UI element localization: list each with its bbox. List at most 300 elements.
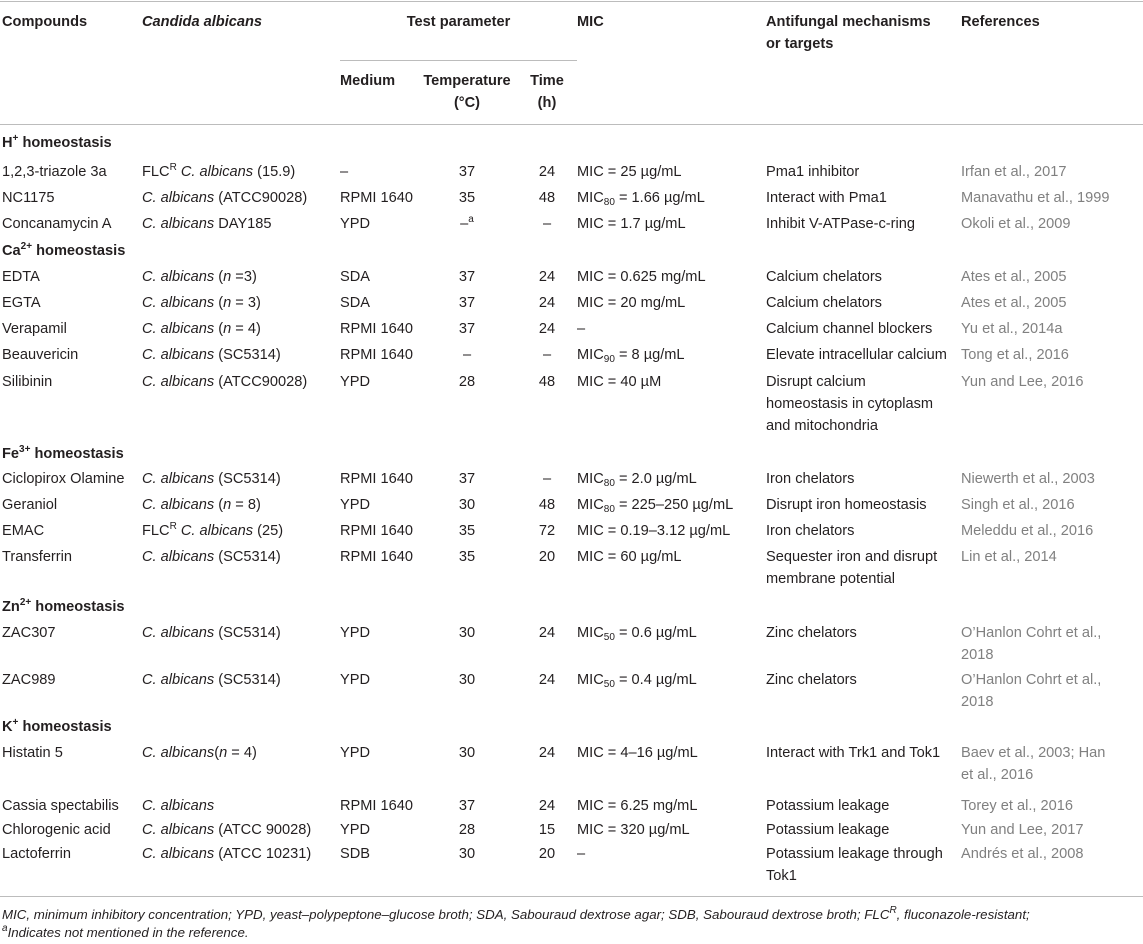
footnote-mark: a [2,923,8,934]
cell-mechanism [766,344,947,366]
reference-text: Lin et al., 2014 [961,549,1057,565]
cell-temperature [427,622,507,644]
strain-species: C. albicans [142,269,215,285]
cell-strain [142,520,283,542]
footnote-superscript: R [889,905,897,916]
cell-reference [961,622,1101,666]
mechanism-text: Disrupt calcium [766,374,866,390]
mic-value: MIC = 6.25 mg/mL [577,798,698,814]
cell-strain [142,371,307,393]
mic-value: MIC [577,672,604,688]
mechanism-text: and mitochondria [766,418,878,434]
strain-detail: (SC5314) [214,471,281,487]
cell-time [522,187,572,209]
cell-mic [577,344,685,366]
footnote-text: MIC, minimum inhibitory concentration; YPD, yeast–polypeptone–glucose broth; SDA, Sabouraud dextrose agar; SDB, Sabouraud dextrose broth; FLC [2,907,890,922]
strain-species: C. albicans [176,164,254,180]
reference-text: Manavathu et al., 1999 [961,190,1110,206]
strain-detail: = 3) [231,295,261,311]
mic-value: MIC = 1.7 µg/mL [577,216,686,232]
cell-mechanism [766,742,940,764]
strain-species: C. albicans [142,321,215,337]
temperature-value: 37 [458,164,476,180]
cell-strain [142,795,214,817]
cell-mic [577,187,705,209]
mic-value: MIC = 0.625 mg/mL [577,269,706,285]
cell-medium [340,213,370,235]
table-row [0,344,1143,368]
mechanism-text: Inhibit V-ATPase-c-ring [766,216,915,232]
time-value: 24 [538,269,556,285]
mic-subscript: 80 [603,478,615,489]
cell-time [522,161,572,183]
cell-temperature [427,213,507,235]
table-row [0,266,1143,290]
mechanism-text: Calcium chelators [766,295,882,311]
cell-temperature [427,266,507,288]
strain-detail: ( [214,321,224,337]
strain-detail-n: n [223,497,232,513]
strain-detail: = 4) [227,745,257,761]
temperature-value: 28 [458,374,476,390]
strain-detail: = 8) [231,497,261,513]
compound-name: Lactoferrin [2,846,71,862]
cell-compound [2,843,71,865]
section-heading-zn [0,596,1143,620]
cell-reference [961,819,1084,841]
section-ion-charge: 2+ [20,241,33,252]
mic-subscript: 50 [603,679,615,690]
medium-value: RPMI 1640 [340,190,414,206]
section-heading-fe [0,443,1143,467]
strain-species: C. albicans [142,672,215,688]
medium-value: – [340,164,349,180]
mechanism-text: Tok1 [766,868,797,884]
mechanism-text: Potassium leakage [766,822,890,838]
cell-compound [2,468,124,490]
table-row [0,843,1143,884]
mic-value: MIC = 25 µg/mL [577,164,682,180]
section-label: homeostasis [18,135,112,151]
section-ion-charge: + [12,717,19,728]
strain-detail-n: n [223,321,232,337]
mechanism-text: Disrupt iron homeostasis [766,497,927,513]
header-compounds-text: Compounds [2,14,88,30]
cell-mechanism [766,161,859,183]
table-row [0,669,1143,710]
header-references [961,11,1040,33]
compound-name: Ciclopirox Olamine [2,471,125,487]
cell-medium [340,819,370,841]
medium-value: YPD [340,374,371,390]
mic-value: MIC [577,625,604,641]
temperature-value: – [462,347,472,363]
cell-reference [961,371,1084,393]
cell-reference [961,292,1066,314]
cell-mic [577,213,686,235]
mechanism-text: Iron chelators [766,471,855,487]
reference-text: et al., 2016 [961,767,1034,783]
cell-medium [340,344,413,366]
table-rule [0,896,1143,897]
cell-strain [142,843,311,865]
temperature-value: 30 [458,672,476,688]
mic-value: MIC [577,347,604,363]
mic-value-rest: = 1.66 µg/mL [614,190,705,206]
temperature-value: 30 [458,745,476,761]
mic-value: MIC [577,190,604,206]
strain-species: C. albicans [142,190,215,206]
table-row [0,622,1143,663]
cell-medium [340,468,413,490]
cell-strain [142,468,281,490]
header-medium-text: Medium [340,73,396,89]
cell-mic [577,819,690,841]
cell-medium [340,546,413,568]
cell-time [522,292,572,314]
strain-detail: (15.9) [253,164,296,180]
header-time [524,70,570,114]
table-row [0,468,1143,492]
compound-name: Verapamil [2,321,67,337]
header-time-text: Time [530,73,564,89]
temperature-value: 35 [458,190,476,206]
mic-value: MIC [577,497,604,513]
cell-reference [961,494,1075,516]
section-ion: Fe [2,446,20,462]
compound-name: EDTA [2,269,40,285]
reference-text: Baev et al., 2003; Han [961,745,1106,761]
strain-species: C. albicans [142,625,215,641]
medium-value: RPMI 1640 [340,549,414,565]
section-label: homeostasis [18,719,112,735]
cell-medium [340,161,348,183]
cell-medium [340,371,370,393]
medium-value: YPD [340,216,371,232]
cell-mic [577,843,585,865]
header-mechanism-text: Antifungal mechanisms [766,14,931,30]
section-heading-zn-cell [2,596,125,618]
strain-detail: (ATCC 90028) [214,822,312,838]
cell-compound [2,742,63,764]
section-ion: H [2,135,13,151]
header-test-parameter [340,11,577,33]
cell-medium [340,669,370,691]
medium-value: RPMI 1640 [340,347,414,363]
reference-text: Okoli et al., 2009 [961,216,1071,232]
mechanism-text: Iron chelators [766,523,855,539]
header-medium [340,70,395,92]
cell-compound [2,371,52,393]
section-heading-fe-cell [2,443,124,465]
cell-compound [2,494,57,516]
footnote-text: , fluconazole-resistant; [896,907,1030,922]
cell-strain [142,819,311,841]
mechanism-text: Calcium chelators [766,269,882,285]
table-row [0,318,1143,342]
cell-time [522,213,572,235]
cell-temperature [427,795,507,817]
cell-temperature [427,819,507,841]
cell-compound [2,213,112,235]
section-ion-charge: 2+ [19,597,32,608]
cell-temperature [427,546,507,568]
cell-compound [2,622,56,644]
cell-strain [142,161,295,183]
cell-mechanism [766,213,915,235]
temperature-value: 30 [458,625,476,641]
mic-value: MIC = 0.19–3.12 µg/mL [577,523,731,539]
cell-time [522,494,572,516]
header-mic [577,11,604,33]
medium-value: YPD [340,745,371,761]
mic-subscript: 80 [603,197,615,208]
strain-species: C. albicans [142,347,215,363]
time-value: 20 [538,846,556,862]
header-compounds [2,11,87,33]
cell-mechanism [766,266,882,288]
compound-name: NC1175 [2,190,55,206]
strain-species: C. albicans [142,846,215,862]
cell-time [522,266,572,288]
cell-mic [577,371,661,393]
mechanism-text: homeostasis in cytoplasm [766,396,934,412]
cell-strain [142,187,307,209]
cell-mechanism [766,187,887,209]
compound-name: Chlorogenic acid [2,822,111,838]
cell-mic [577,494,733,516]
cell-mic [577,161,682,183]
strain-detail: (25) [253,523,284,539]
time-value: 24 [538,672,556,688]
strain-species: C. albicans [142,822,215,838]
strain-detail-n: n [219,745,228,761]
mechanism-text: Sequester iron and disrupt [766,549,938,565]
cell-mic [577,266,706,288]
cell-temperature [427,344,507,366]
reference-text: O’Hanlon Cohrt et al., [961,625,1102,641]
cell-mic [577,468,697,490]
mic-value-rest: = 0.4 µg/mL [614,672,697,688]
mic-value: MIC = 40 µM [577,374,662,390]
cell-compound [2,546,72,568]
compound-name: ZAC989 [2,672,56,688]
cell-strain [142,669,281,691]
cell-reference [961,344,1069,366]
mic-value-rest: = 0.6 µg/mL [614,625,697,641]
table-row [0,161,1143,185]
strain-detail: (ATCC90028) [214,190,308,206]
cell-reference [961,318,1062,340]
time-value: 48 [538,374,556,390]
mic-value: MIC = 320 µg/mL [577,822,690,838]
cell-strain [142,318,261,340]
medium-value: RPMI 1640 [340,523,414,539]
compound-name: Histatin 5 [2,745,63,761]
compound-name: EMAC [2,523,45,539]
cell-mechanism [766,520,854,542]
section-ion: Ca [2,243,21,259]
table-row [0,795,1143,819]
time-value: 24 [538,164,556,180]
strain-prefix: FLC [142,164,170,180]
strain-detail: (SC5314) [214,347,281,363]
cell-mechanism [766,795,889,817]
reference-text: 2018 [961,694,994,710]
temperature-value: 37 [458,295,476,311]
cell-reference [961,520,1093,542]
cell-mechanism [766,292,882,314]
cell-time [522,622,572,644]
time-value: 20 [538,549,556,565]
cell-time [522,843,572,865]
cell-temperature [427,669,507,691]
table-row [0,292,1143,316]
cell-temperature [427,494,507,516]
compound-name: Beauvericin [2,347,79,363]
header-temperature [415,70,519,114]
time-value: 48 [538,190,556,206]
cell-strain [142,292,261,314]
compound-name: EGTA [2,295,41,311]
strain-detail-n: n [223,295,232,311]
cell-mic [577,546,682,568]
medium-value: RPMI 1640 [340,471,414,487]
strain-species: C. albicans [142,216,215,232]
strain-superscript: R [169,521,177,532]
header-references-text: References [961,14,1040,30]
strain-detail: =3) [231,269,257,285]
compound-name: Cassia spectabilis [2,798,119,814]
mic-value: – [577,846,586,862]
medium-value: RPMI 1640 [340,321,414,337]
time-value: – [542,347,552,363]
cell-mechanism [766,318,932,340]
cell-compound [2,669,56,691]
table-row [0,494,1143,518]
time-value: 72 [538,523,556,539]
section-label: homeostasis [32,243,126,259]
cell-strain [142,344,281,366]
cell-time [522,318,572,340]
cell-temperature [427,161,507,183]
cell-strain [142,622,281,644]
cell-medium [340,494,370,516]
footnote-text: Indicates not mentioned in the reference. [7,925,249,940]
temperature-value: 35 [458,523,476,539]
mechanism-text: Zinc chelators [766,625,857,641]
reference-text: Yu et al., 2014a [961,321,1063,337]
section-heading-ca [0,240,1143,264]
medium-value: YPD [340,672,371,688]
cell-mic [577,669,697,691]
temperature-value: 37 [458,269,476,285]
cell-strain [142,742,257,764]
mechanism-text: Pma1 inhibitor [766,164,860,180]
strain-detail: DAY185 [214,216,272,232]
time-value: 48 [538,497,556,513]
cell-strain [142,546,281,568]
cell-mechanism [766,546,937,590]
strain-species: C. albicans [142,798,215,814]
section-label: homeostasis [31,599,125,615]
mechanism-text: Interact with Pma1 [766,190,887,206]
cell-temperature [427,371,507,393]
cell-time [522,371,572,393]
header-temperature-unit: (°C) [453,95,481,111]
temperature-value: 37 [458,798,476,814]
cell-mechanism [766,494,927,516]
cell-compound [2,344,78,366]
cell-time [522,468,572,490]
compound-name: Transferrin [2,549,73,565]
cell-reference [961,546,1057,568]
section-heading-k [0,716,1143,740]
section-ion-charge: 3+ [19,444,31,455]
mic-value: MIC = 60 µg/mL [577,549,682,565]
cell-compound [2,161,107,183]
mechanism-text: Zinc chelators [766,672,857,688]
reference-text: 2018 [961,647,994,663]
cell-time [522,819,572,841]
cell-reference [961,795,1073,817]
cell-compound [2,819,111,841]
cell-medium [340,292,370,314]
strain-species: C. albicans [142,497,215,513]
cell-reference [961,187,1109,209]
mic-value: MIC = 4–16 µg/mL [577,745,698,761]
header-mechanism [766,11,931,55]
section-heading-ca-cell [2,240,125,262]
reference-text: Yun and Lee, 2016 [961,374,1084,390]
strain-detail-n: n [223,269,232,285]
temperature-value: 30 [458,497,476,513]
mic-value: MIC = 20 mg/mL [577,295,686,311]
cell-medium [340,266,370,288]
cell-reference [961,213,1071,235]
cell-medium [340,843,370,865]
cell-medium [340,795,413,817]
table-row [0,371,1143,434]
mic-value-rest: = 8 µg/mL [614,347,685,363]
section-heading-h [0,132,1143,156]
reference-text: Niewerth et al., 2003 [961,471,1095,487]
table-rule [340,60,577,61]
strain-species: C. albicans [142,374,215,390]
header-organism [142,11,262,33]
cell-strain [142,266,257,288]
medium-value: YPD [340,497,371,513]
time-value: 24 [538,798,556,814]
cell-mechanism [766,371,933,437]
temperature-value: 37 [458,321,476,337]
header-mechanism-text: or targets [766,36,834,52]
compound-name: Concanamycin A [2,216,112,232]
reference-text: Torey et al., 2016 [961,798,1073,814]
cell-reference [961,468,1095,490]
mic-value-rest: = 2.0 µg/mL [614,471,697,487]
medium-value: SDA [340,295,371,311]
table-row [0,819,1143,843]
strain-detail: (ATCC 10231) [214,846,312,862]
temperature-value: 28 [458,822,476,838]
reference-text: Singh et al., 2016 [961,497,1075,513]
cell-mic [577,318,585,340]
strain-detail: ( [214,745,220,761]
strain-detail: ( [214,497,224,513]
section-heading-h-cell [2,132,112,154]
reference-text: Ates et al., 2005 [961,295,1067,311]
